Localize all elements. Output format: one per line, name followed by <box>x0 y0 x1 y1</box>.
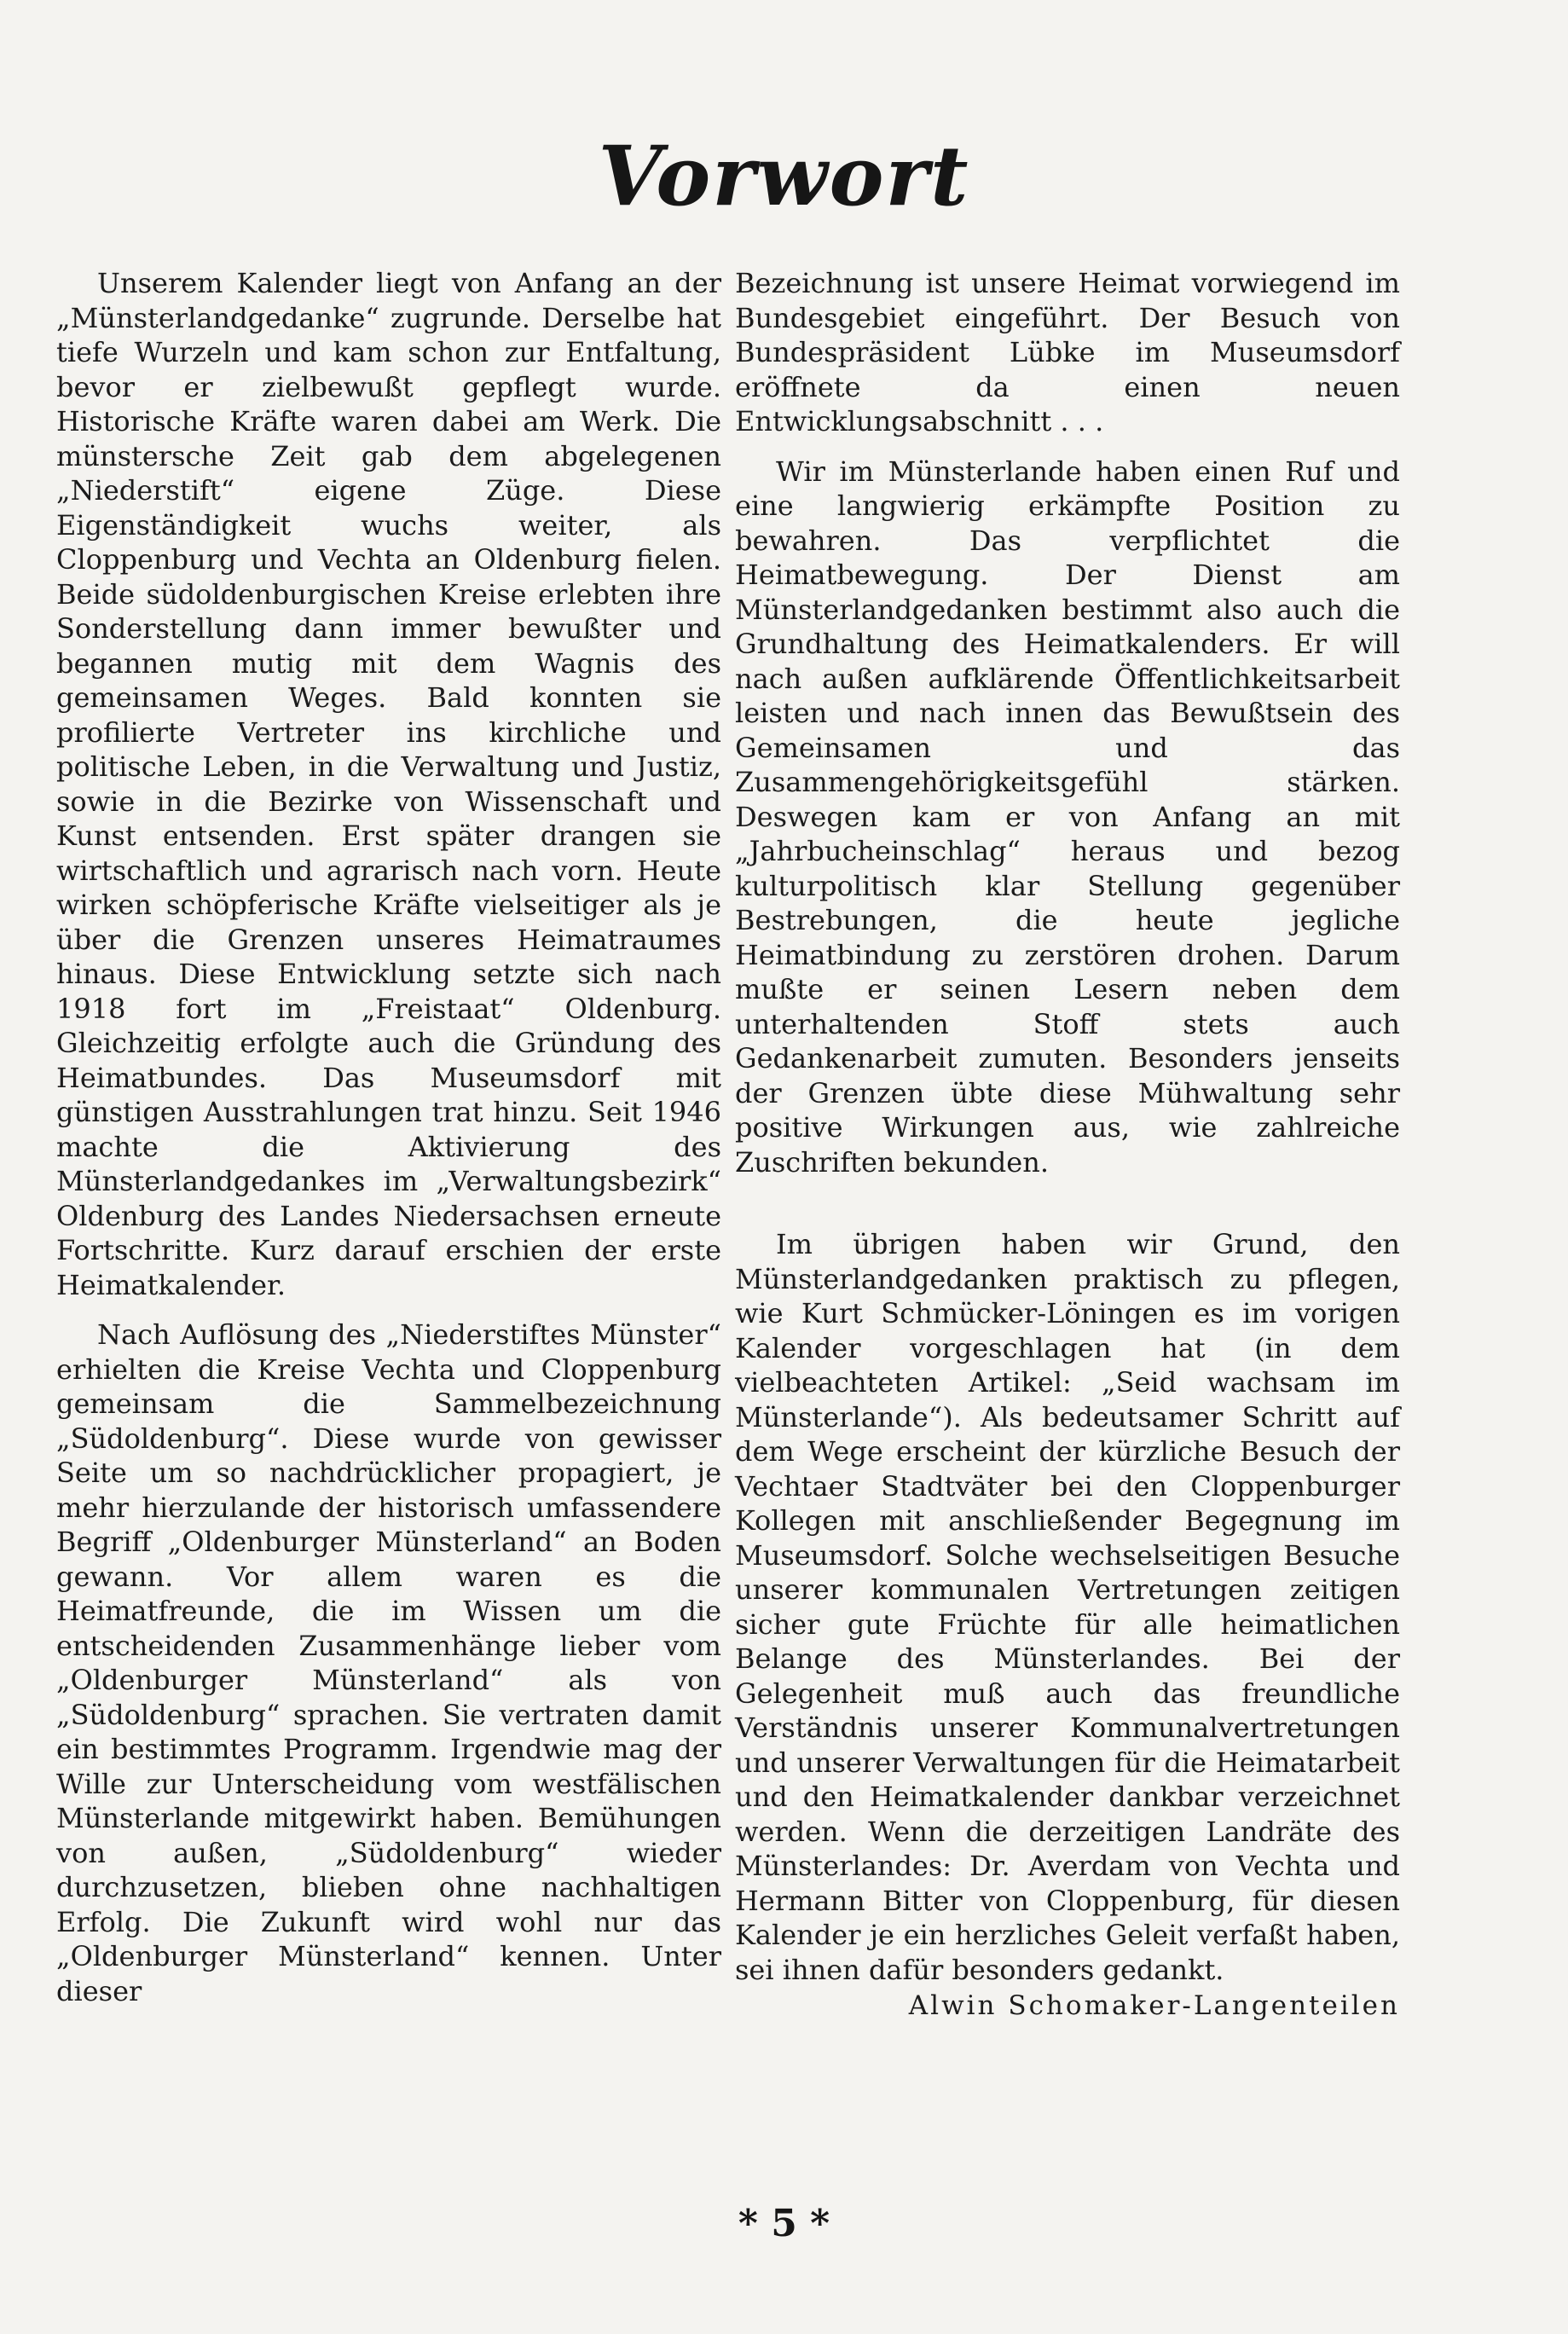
page-title: Vorwort <box>598 128 970 224</box>
paragraph-4: Wir im Münsterlande haben einen Ruf und eine langwierig erkämpfte Position zu bewahren. Das verpflichtet die Heimatbewegung. Der Dienst am Münsterlandgedanken bestimmt also auch die Grundhaltung des Heimatkalenders. Er will nach außen aufklärende Öffentlichkeitsarbeit leisten und nach innen das Bewußtsein des Gemeinsamen und das Zusammengehörigkeitsgefühl stärken. Deswegen kam er von Anfang an mit „Jahrbucheinschlag“ heraus und bezog kulturpolitisch klar Stellung gegenüber Bestrebungen, die heute jegliche Heimatbindung zu zerstören drohen. Darum mußte er seinen Lesern neben dem unterhaltenden Stoff stets auch Gedankenarbeit zumuten. Besonders jenseits der Grenzen übte diese Mühwaltung sehr positive Wirkungen aus, wie zahlreiche Zuschriften bekunden. <box>735 455 1400 1179</box>
right-column <box>735 266 1400 2024</box>
author-signature: Alwin Schomaker-Langenteilen <box>908 1990 1400 2021</box>
paragraph-5: Im übrigen haben wir Grund, den Münsterlandgedanken praktisch zu pflegen, wie Kurt Schmücker-Löningen es im vorigen Kalender vorgeschlagen hat (in dem vielbeachteten Artikel: „Seid wachsam im Münsterlande“). Als bedeutsamer Schritt auf dem Wege erscheint der kürzliche Besuch der Vechtaer Stadtväter bei den Cloppenburger Kollegen mit anschließender Begegnung im Museumsdorf. Solche wechselseitigen Besuche unserer kommunalen Vertretungen zeitigen sicher gute Früchte für alle heimatlichen Belange des Münsterlandes. Bei der Gelegenheit muß auch das freundliche Verständnis unserer Kommunalvertretungen und unserer Verwaltungen für die Heimatarbeit und den Heimatkalender dankbar verzeichnet werden. Wenn die derzeitigen Landräte des Münsterlandes: Dr. Averdam von Vechta und Hermann Bitter von Cloppenburg, für diesen Kalender je ein herzliches Geleit verfaßt haben, sei ihnen dafür besonders gedankt. <box>735 1228 1400 1986</box>
page-number: * 5 * <box>738 2202 830 2245</box>
paragraph-1: Unserem Kalender liegt von Anfang an der „Münsterlandgedanke“ zugrunde. Derselbe hat tiefe Wurzeln und kam schon zur Entfaltung, bevor er zielbewußt gepflegt wurde. Historische Kräfte waren dabei am Werk. Die münstersche Zeit gab dem abgelegenen „Niederstift“ eigene Züge. Diese Eigenständigkeit wuchs weiter, als Cloppenburg und Vechta an Oldenburg fielen. Beide südoldenburgischen Kreise erlebten ihre Sonderstellung dann immer bewußter und begannen mutig mit dem Wagnis des gemeinsamen Weges. Bald konnten sie profilierte Vertreter ins kirchliche und politische Leben, in die Verwaltung und Justiz, sowie in die Bezirke von Wissenschaft und Kunst entsenden. Erst später drangen sie wirtschaftlich und agrarisch nach vorn. Heute wirken schöpferische Kräfte vielseitiger als je über die Grenzen unseres Heimatraumes hinaus. Diese Entwicklung setzte sich nach 1918 fort im „Freistaat“ Oldenburg. Gleichzeitig erfolgte auch die Gründung des Heimatbundes. Das Museumsdorf mit günstigen Ausstrahlungen trat hinzu. Seit 1946 machte die Aktivierung des Münsterlandgedankes im „Verwaltungsbezirk“ Oldenburg des Landes Niedersachsen erneute Fortschritte. Kurz darauf erschien der erste Heimatkalender. <box>56 267 721 1301</box>
left-column <box>56 266 721 2008</box>
paragraph-3: Bezeichnung ist unsere Heimat vorwiegend im Bundesgebiet eingeführt. Der Besuch von Bundespräsident Lübke im Museumsdorf eröffnete da einen neuen Entwicklungsabschnitt . . . <box>735 267 1400 437</box>
paragraph-2: Nach Auflösung des „Niederstiftes Münster“ erhielten die Kreise Vechta und Cloppenburg gemeinsam die Sammelbezeichnung „Südoldenburg“. Diese wurde von gewisser Seite um so nachdrücklicher propagiert, je mehr hierzulande der historisch umfassendere Begriff „Oldenburger Münsterland“ an Boden gewann. Vor allem waren es die Heimatfreunde, die im Wissen um die entscheidenden Zusammenhänge lieber vom „Oldenburger Münsterland“ als von „Südoldenburg“ sprachen. Sie vertraten damit ein bestimmtes Programm. Irgendwie mag der Wille zur Unterscheidung vom westfälischen Münsterlande mitgewirkt haben. Bemühungen von außen, „Südoldenburg“ wieder durchzusetzen, blieben ohne nachhaltigen Erfolg. Die Zukunft wird wohl nur das „Oldenburger Münsterland“ kennen. Unter dieser <box>56 1318 721 2007</box>
